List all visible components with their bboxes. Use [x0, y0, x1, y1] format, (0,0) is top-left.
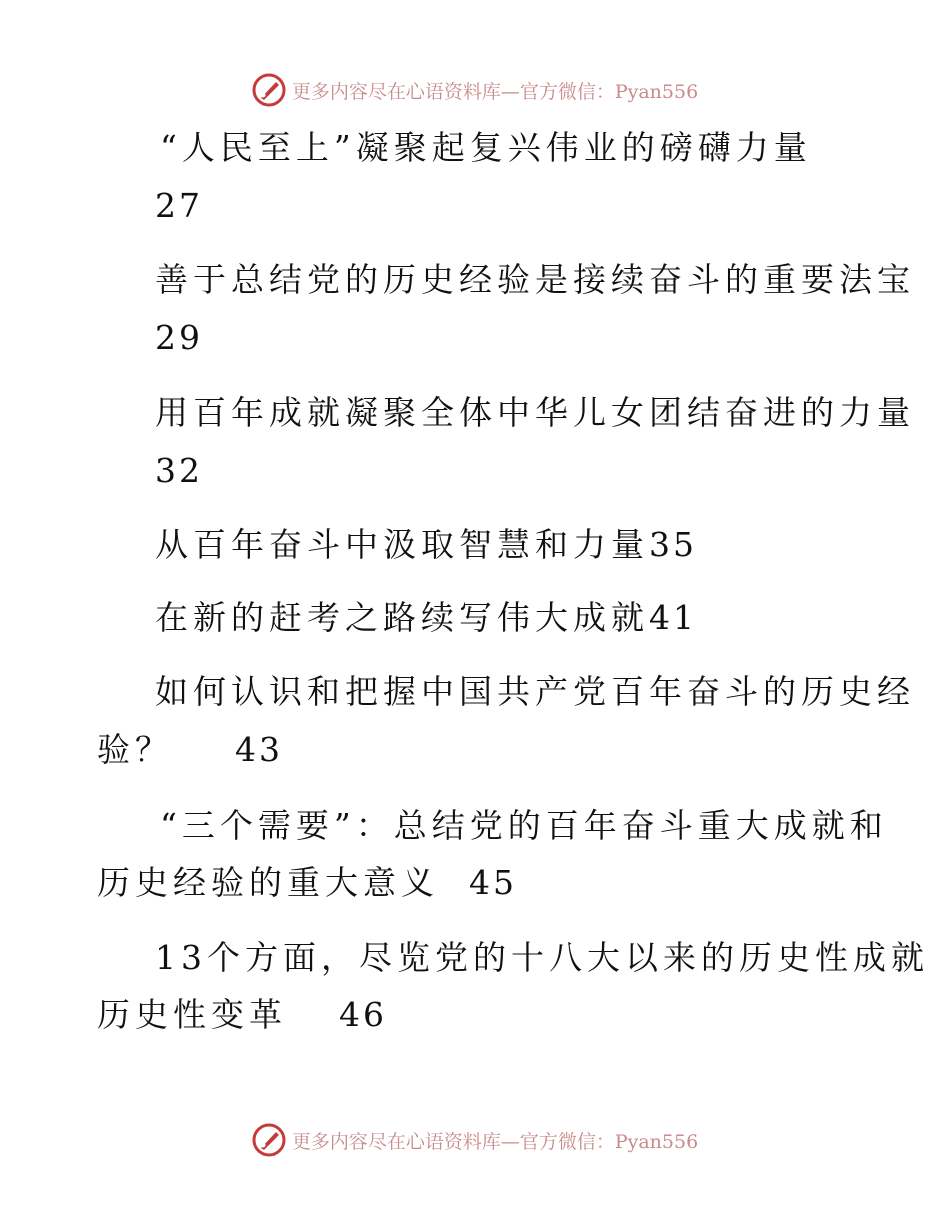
toc-entry-line [97, 730, 283, 770]
toc-entry-title: 13个方面，尽览党的十八大以来的历史性成就 [155, 938, 929, 977]
toc-entry-page: 43 [235, 730, 283, 769]
toc-entry-page: 29 [155, 318, 203, 357]
toc-entry-line [155, 598, 697, 638]
toc-entry-page: 35 [649, 525, 697, 564]
toc-entry-title: “三个需要”：总结党的百年奋斗重大成就和 [160, 806, 888, 845]
pen-logo-icon [252, 1123, 286, 1157]
toc-entry-line [155, 525, 697, 565]
toc-entry-title-cont: 历史性变革 [97, 995, 287, 1034]
toc-entry-title-cont: 历史经验的重大意义 [97, 863, 439, 902]
header-banner-text: 更多内容尽在心语资料库—官方微信：Pyan556 [291, 80, 699, 103]
toc-entry-page: 45 [469, 863, 517, 902]
toc-entry-title: 善于总结党的历史经验是接续奋斗的重要法宝 [155, 260, 915, 299]
footer-banner-text: 更多内容尽在心语资料库—官方微信：Pyan556 [291, 1130, 699, 1153]
footer-banner [0, 1120, 950, 1160]
toc-entry-line [97, 995, 387, 1035]
toc-entry-page: 46 [339, 995, 387, 1034]
toc-entry-page: 41 [649, 598, 697, 637]
pen-logo-icon [252, 73, 286, 107]
toc-entry-title: 在新的赶考之路续写伟大成就 [155, 598, 649, 637]
header-banner [0, 70, 950, 110]
toc-entry-title-cont: 验？ [97, 730, 173, 769]
toc-entry-line [97, 863, 517, 903]
toc-entry-title: 从百年奋斗中汲取智慧和力量 [155, 525, 649, 564]
toc-entry-title: “人民至上”凝聚起复兴伟业的磅礴力量 [160, 128, 812, 167]
toc-entry-page: 27 [155, 186, 203, 225]
toc-entry-page: 32 [155, 451, 203, 490]
toc-entry-title: 如何认识和把握中国共产党百年奋斗的历史经 [155, 672, 915, 711]
toc-entry-title: 用百年成就凝聚全体中华儿女团结奋进的力量 [155, 393, 915, 432]
